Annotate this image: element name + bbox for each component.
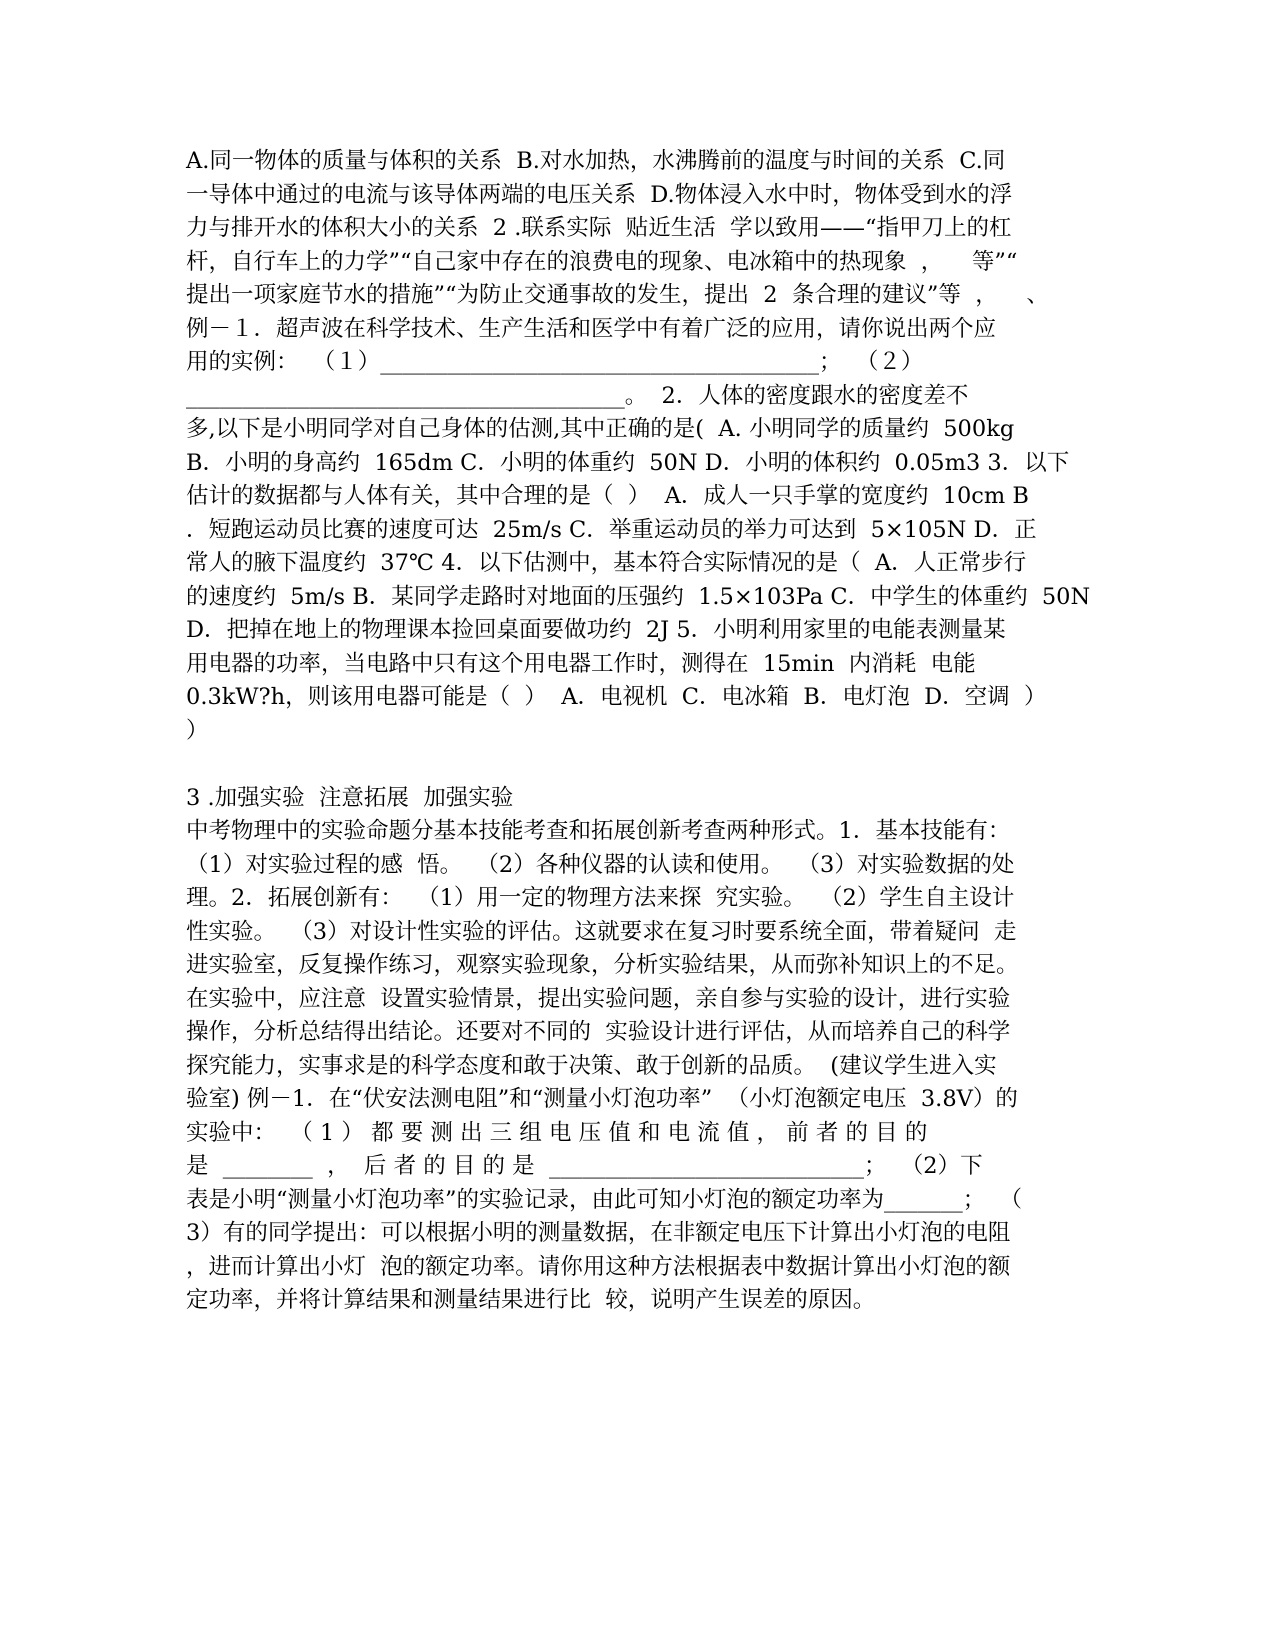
text-line: A.同一物体的质量与体积的关系 B.对水加热，水沸腾前的温度与时间的关系 C.同 bbox=[186, 148, 1006, 174]
text-line: 验室) 例－1．在“伏安法测电阻”和“测量小灯泡功率” （小灯泡额定电压 3.8V）的 bbox=[186, 1086, 1018, 1112]
text-line: 0.3kW?h，则该用电器可能是（ ） A．电视机 C．电冰箱 B．电灯泡 D．空调 ） bbox=[186, 684, 1047, 710]
document-page bbox=[186, 145, 1091, 1318]
text-line: 一导体中通过的电流与该导体两端的电压关系 D.物体浸入水中时，物体受到水的浮 bbox=[186, 181, 1013, 208]
paragraph-gap bbox=[186, 748, 1086, 782]
text-line: 操作，分析总结得出结论。还要对不同的 实验设计进行评估，从而培养自己的科学 bbox=[186, 1019, 1011, 1045]
text-line: 杆，自行车上的力学”“自己家中存在的浪费电的现象、电冰箱中的热现象 ， 等”“ bbox=[186, 248, 1018, 275]
text-line: D．把掉在地上的物理课本捡回桌面要做功约 2J 5．小明利用家里的电能表测量某 bbox=[186, 617, 1006, 643]
text-line: 中考物理中的实验命题分基本技能考查和拓展创新考查两种形式。1．基本技能有： bbox=[186, 818, 1011, 844]
section-heading: 3 .加强实验 注意拓展 加强实验 bbox=[186, 784, 514, 811]
text-line: 力与排开水的体积大小的关系 2 .联系实际 贴近生活 学以致用——“指甲刀上的杠 bbox=[186, 215, 1012, 241]
text-line: 性实验。 （3）对设计性实验的评估。这就要求在复习时要系统全面，带着疑问 走 bbox=[186, 918, 1017, 945]
text-line: 的速度约 5m/s B．某同学走路时对地面的压强约 1.5×103Pa C．中学生的体重约 50N bbox=[186, 583, 1091, 610]
section-1 bbox=[186, 145, 1091, 748]
section-2 bbox=[186, 815, 1086, 1318]
text-line: 在实验中，应注意 设置实验情景，提出实验问题，亲自参与实验的设计，进行实验 bbox=[186, 985, 1011, 1012]
text-line: _______________________________________。 2．人体的密度跟水的密度差不 bbox=[186, 382, 969, 409]
text-line: 提出一项家庭节水的措施”“为防止交通事故的发生，提出 2 条合理的建议”等 ， 、 bbox=[186, 282, 1049, 308]
text-line: ，进而计算出小灯 泡的额定功率。请你用这种方法根据表中数据计算出小灯泡的额 bbox=[186, 1253, 1011, 1280]
text-line: （1）对实验过程的感 悟。 （2）各种仪器的认读和使用。 （3）对实验数据的处 bbox=[186, 851, 1015, 878]
text-line: 估计的数据都与人体有关，其中合理的是（ ） A．成人一只手掌的宽度约 10cm B bbox=[186, 483, 1029, 509]
text-line: 理。2．拓展创新有： （1）用一定的物理方法来探 究实验。 （2）学生自主设计 bbox=[186, 885, 1015, 911]
text-line: 实验中： （ 1 ） 都 要 测 出 三 组 电 压 值 和 电 流 值 ， 前 者 的 目 的 bbox=[186, 1119, 928, 1146]
text-line: 用电器的功率，当电路中只有这个用电器工作时，测得在 15min 内消耗 电能 bbox=[186, 650, 976, 677]
text-line: 常人的腋下温度约 37℃ 4．以下估测中，基本符合实际情况的是（ A．人正常步行 bbox=[186, 550, 1027, 576]
text-line: 例－１．超声波在科学技术、生产生活和医学中有着广泛的应用，请你说出两个应 bbox=[186, 315, 997, 342]
text-line: 进实验室，反复操作练习，观察实验现象，分析实验结果，从而弥补知识上的不足。 bbox=[186, 952, 1019, 978]
text-line: 是 ________ ， 后 者 的 目 的 是 ____________________________； （2）下 bbox=[186, 1153, 983, 1179]
text-line: ） bbox=[186, 717, 209, 744]
text-line: 3）有的同学提出：可以根据小明的测量数据，在非额定电压下计算出小灯泡的电阻 bbox=[186, 1220, 1011, 1246]
text-line: 探究能力，实事求是的科学态度和敢于决策、敢于创新的品质。 (建议学生进入实 bbox=[186, 1052, 997, 1079]
text-line: B．小明的身高约 165dm C．小明的体重约 50N D．小明的体积约 0.05m3 3．以下 bbox=[186, 449, 1070, 476]
text-line: ．短跑运动员比赛的速度可达 25m/s C．举重运动员的举力可达到 5×105N D．正 bbox=[186, 516, 1037, 543]
text-line: 定功率，并将计算结果和测量结果进行比 较，说明产生误差的原因。 bbox=[186, 1287, 876, 1313]
text-line: 多,以下是小明同学对自己身体的估测,其中正确的是( A. 小明同学的质量约 500kg bbox=[186, 416, 1015, 442]
text-line: 用的实例： （１）_______________________________________； （２） bbox=[186, 349, 924, 375]
text-line: 表是小明“测量小灯泡功率”的实验记录，由此可知小灯泡的额定功率为_______； （ bbox=[186, 1186, 1023, 1213]
